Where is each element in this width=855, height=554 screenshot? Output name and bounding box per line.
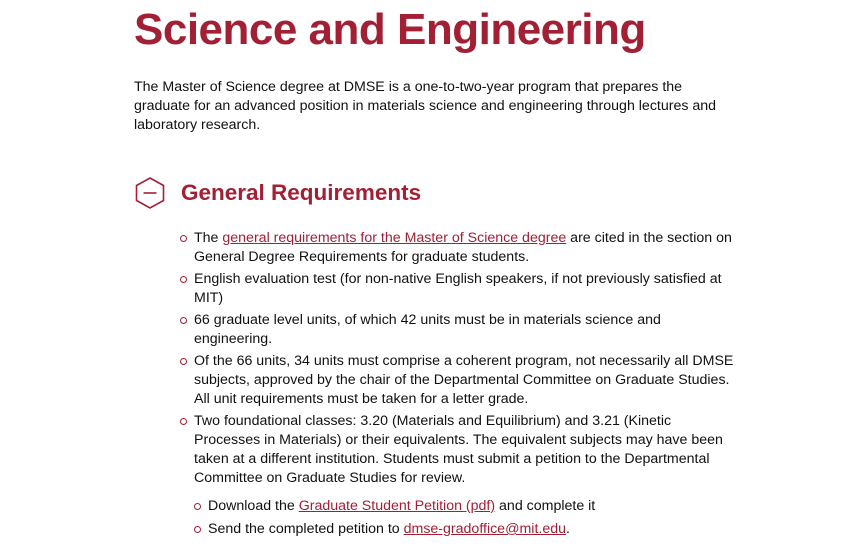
- collapse-minus-hexagon-icon[interactable]: [134, 176, 166, 210]
- list-item: [194, 520, 740, 539]
- petition-pdf-link[interactable]: Graduate Student Petition (pdf): [298, 498, 496, 514]
- requirements-list: [180, 229, 740, 543]
- item-text: Two foundational classes: 3.20 (Materials and Equilibrium) and 3.21 (Kinetic Processes in Materials) or their equivalents. The equivalent subjects may have been taken at a different institution. Students must submit a petition to the Departmental Committee on Graduate Studies for review.: [194, 413, 723, 486]
- item-text: and complete it: [495, 498, 596, 514]
- gradoffice-email-link[interactable]: dmse-gradoffice@mit.edu: [403, 521, 567, 537]
- section-header-general-requirements: [134, 175, 421, 211]
- section-title: General Requirements: [181, 180, 422, 205]
- general-requirements-link[interactable]: general requirements for the Master of Science degree: [222, 230, 567, 246]
- list-item: [180, 412, 740, 539]
- item-text: 66 graduate level units, of which 42 units must be in materials science and engineering.: [194, 312, 661, 347]
- list-item: [180, 352, 740, 409]
- page-title: Science and Engineering: [134, 5, 646, 54]
- list-item: [180, 229, 740, 267]
- intro-paragraph: The Master of Science degree at DMSE is a one-to-two-year program that prepares the graduate for an advanced position in materials science and engineering through lectures and laboratory research.: [134, 79, 717, 133]
- list-item: [180, 270, 740, 308]
- item-text: Of the 66 units, 34 units must comprise a coherent program, not necessarily all DMSE subjects, approved by the chair of the Departmental Committee on Graduate Studies. All unit requirements must be taken for a letter grade.: [194, 353, 734, 407]
- item-text: English evaluation test (for non-native English speakers, if not previously satisfied at MIT): [194, 271, 722, 306]
- item-text: Download the: [208, 498, 299, 514]
- list-item: [180, 311, 740, 349]
- item-text: .: [566, 521, 570, 537]
- item-text: The: [194, 230, 223, 246]
- petition-steps-list: [194, 497, 740, 539]
- list-item: [194, 497, 740, 516]
- item-text: are cited in the section on General Degree Requirements for graduate students.: [194, 230, 732, 265]
- item-text: Send the completed petition to: [208, 521, 404, 537]
